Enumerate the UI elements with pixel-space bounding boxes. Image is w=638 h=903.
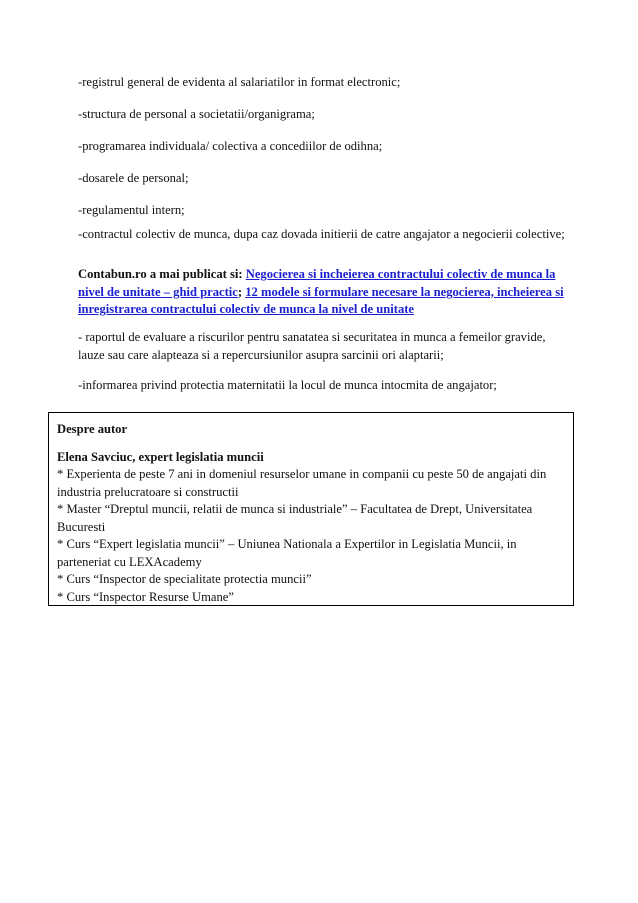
list-item: -registrul general de evidenta al salariatilor in format electronic; bbox=[78, 75, 401, 89]
list-item: -programarea individuala/ colectiva a concediilor de odihna; bbox=[78, 139, 383, 153]
related-articles bbox=[78, 266, 568, 319]
author-credential: * Curs “Inspector de specialitate protectia muncii” bbox=[57, 572, 312, 586]
list-item: -regulamentul intern; bbox=[78, 203, 185, 217]
list-item: - raportul de evaluare a riscurilor pentru sanatatea si securitatea in munca a femeilor gravide, lauze sau care alapteaza si a repercursiunilor asupra sarcinii ori alaptarii; bbox=[78, 330, 546, 362]
list-item: -informarea privind protectia maternitatii la locul de munca intocmita de angajator; bbox=[78, 378, 497, 392]
related-separator: ; bbox=[237, 284, 246, 299]
author-name: Elena Savciuc, expert legislatia muncii bbox=[57, 449, 264, 464]
list-item: -contractul colectiv de munca, dupa caz dovada initierii de catre angajator a negocierii colective; bbox=[78, 227, 565, 241]
related-link-ghid[interactable]: Negocierea si incheierea contractului colectiv de munca la nivel de unitate – ghid practic bbox=[78, 267, 556, 299]
author-credential: * Curs “Inspector Resurse Umane” bbox=[57, 589, 234, 604]
author-credential: * Master “Dreptul muncii, relatii de munca si industriale” – Facultatea de Drept, Universitatea Bucuresti bbox=[57, 502, 533, 534]
related-prefix: Contabun.ro a mai publicat si: bbox=[78, 267, 246, 281]
list-item: -structura de personal a societatii/organigrama; bbox=[78, 107, 315, 121]
author-box bbox=[48, 412, 574, 606]
list-item: -dosarele de personal; bbox=[78, 171, 189, 185]
author-box-title: Despre autor bbox=[57, 422, 128, 436]
related-link-modele[interactable]: 12 modele si formulare necesare la negocierea, incheierea si inregistrarea contractului colectiv de munca la nivel de unitate bbox=[78, 284, 564, 316]
author-credential: * Curs “Expert legislatia muncii” – Uniunea Nationala a Expertilor in Legislatia Muncii, in parteneriat cu LEXAcademy bbox=[57, 537, 517, 569]
author-credential: * Experienta de peste 7 ani in domeniul resurselor umane in companii cu peste 50 de angajati din industria prelucratoare si constructii bbox=[57, 467, 547, 499]
